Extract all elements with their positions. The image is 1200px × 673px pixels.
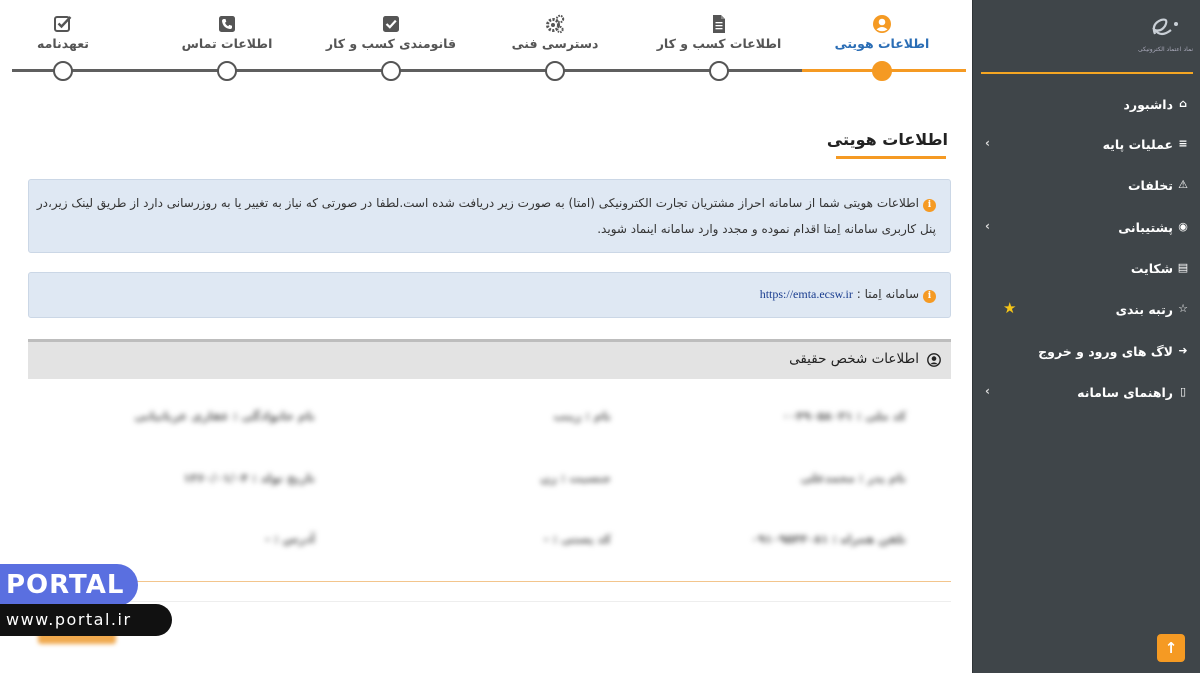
user-circle-icon xyxy=(872,14,892,34)
step-label: تعهدنامه xyxy=(37,36,89,51)
step-label: اطلاعات تماس xyxy=(181,36,273,51)
sidebar-item-label: لاگ های ورود و خروج xyxy=(1038,344,1173,359)
emta-label: سامانه اِمتا : xyxy=(856,287,919,301)
field-mobile: تلفن همراه : ۰۹۱۰۹۵۴۴۰۸۱ xyxy=(750,532,906,546)
step-dot xyxy=(709,61,729,81)
step-technical-access[interactable] xyxy=(475,0,635,90)
sidebar-item-system-guide[interactable] xyxy=(973,373,1200,413)
card-header xyxy=(28,339,951,379)
warning-icon: ⚠ xyxy=(1178,178,1188,191)
field-first-name: نام : زینب xyxy=(553,409,611,423)
file-text-icon xyxy=(709,14,729,34)
login-icon: ➜ xyxy=(1178,344,1188,357)
step-contact-info[interactable] xyxy=(147,0,307,90)
sidebar-item-label: راهنمای سامانه xyxy=(1077,385,1173,400)
sidebar-item-label: داشبورد xyxy=(1123,97,1173,112)
check-edit-icon xyxy=(53,14,73,34)
step-identity[interactable] xyxy=(802,0,962,90)
sidebar xyxy=(972,0,1200,673)
field-last-name: نام خانوادگی : غفاری عربانیانی xyxy=(134,409,315,423)
sidebar-item-label: پشتیبانی xyxy=(1118,220,1173,235)
step-dot xyxy=(872,61,892,81)
emta-link-alert xyxy=(28,272,951,318)
step-commitment[interactable] xyxy=(0,0,143,90)
personal-info-card xyxy=(28,339,951,601)
sidebar-item-violations[interactable] xyxy=(973,166,1200,206)
enamad-logo-icon xyxy=(1149,12,1183,44)
portal-watermark: PORTAL xyxy=(0,564,138,606)
step-dot xyxy=(217,61,237,81)
sidebar-item-complaint[interactable] xyxy=(973,249,1200,289)
chevron-left-icon: ‹ xyxy=(985,219,990,233)
logo xyxy=(973,0,1200,74)
step-label: اطلاعات کسب و کار xyxy=(656,36,782,51)
step-dot xyxy=(381,61,401,81)
info-icon: i xyxy=(923,199,936,212)
progress-stepper xyxy=(0,0,972,90)
field-father-name: نام پدر : محمدعلی xyxy=(800,471,906,485)
portal-url-watermark: www.portal.ir xyxy=(0,604,172,636)
identity-notice-alert xyxy=(28,179,951,253)
page-title: اطلاعات هویتی xyxy=(826,130,948,149)
step-business-info[interactable] xyxy=(639,0,799,90)
chevron-left-icon: ‹ xyxy=(985,136,990,150)
title-underline xyxy=(836,156,946,159)
user-circle-icon xyxy=(927,353,941,367)
file-icon: ▤ xyxy=(1177,261,1189,274)
sidebar-item-label: رتبه بندی xyxy=(1115,302,1173,317)
logo-text: نماد اعتماد الکترونیکی xyxy=(1138,46,1194,53)
divider xyxy=(28,581,951,582)
field-national-code: کد ملی : ۰۰۴۹۰۵۸۰۳۱ xyxy=(782,409,906,423)
sidebar-item-dashboard[interactable] xyxy=(973,85,1200,125)
field-birth-date: تاریخ تولد : ۱۳۶۰/۰۱/۰۴ xyxy=(183,471,315,485)
step-label: اطلاعات هویتی xyxy=(834,36,930,51)
notice-text: اطلاعات هویتی شما از سامانه احراز مشتریان تجارت الکترونیکی (امتا) به صورت زیر دریافت شده است.لطفا در صورتی که نیاز به تغییر یا به روزرسانی دارد از طریق لینک زیر،در پنل کاربری سامانه اِمتا اقدام نموده و مجدد وارد سامانه اینماد شوید. xyxy=(36,196,936,236)
sidebar-item-login-logs[interactable] xyxy=(973,332,1200,372)
chevron-left-icon: ‹ xyxy=(985,384,990,398)
sidebar-item-rating[interactable] xyxy=(973,290,1200,330)
chat-icon: ◉ xyxy=(1178,220,1188,233)
field-postal-code: کد پستی : - xyxy=(543,532,611,546)
home-icon: ⌂ xyxy=(1179,97,1187,110)
sidebar-item-label: تخلفات xyxy=(1127,178,1173,193)
step-business-legality[interactable] xyxy=(311,0,471,90)
phone-icon xyxy=(217,14,237,34)
scroll-top-button[interactable]: ↑ xyxy=(1157,634,1185,662)
sidebar-item-support[interactable] xyxy=(973,208,1200,248)
star-icon: ★ xyxy=(1003,299,1017,317)
list-icon: ≡ xyxy=(1178,137,1188,150)
gears-icon xyxy=(545,14,565,34)
step-dot xyxy=(545,61,565,81)
step-dot xyxy=(53,61,73,81)
step-label: قانومندی کسب و کار xyxy=(325,36,457,51)
sidebar-item-label: عملیات پایه xyxy=(1102,137,1173,152)
sidebar-item-label: شکایت xyxy=(1130,261,1173,276)
check-square-icon xyxy=(381,14,401,34)
card-title: اطلاعات شخص حقیقی xyxy=(789,351,919,367)
field-gender: جنسیت : زن xyxy=(540,471,611,485)
info-icon: i xyxy=(923,290,936,303)
doc-icon: ▯ xyxy=(1179,385,1187,398)
divider xyxy=(28,601,951,602)
field-address: آدرس : - xyxy=(265,532,315,546)
star-outline-icon: ☆ xyxy=(1178,302,1188,315)
emta-link[interactable]: https://emta.ecsw.ir xyxy=(759,287,853,301)
step-label: دسترسی فنی xyxy=(511,36,599,51)
sidebar-item-basic-operations[interactable] xyxy=(973,125,1200,165)
sidebar-accent-line xyxy=(981,72,1193,74)
